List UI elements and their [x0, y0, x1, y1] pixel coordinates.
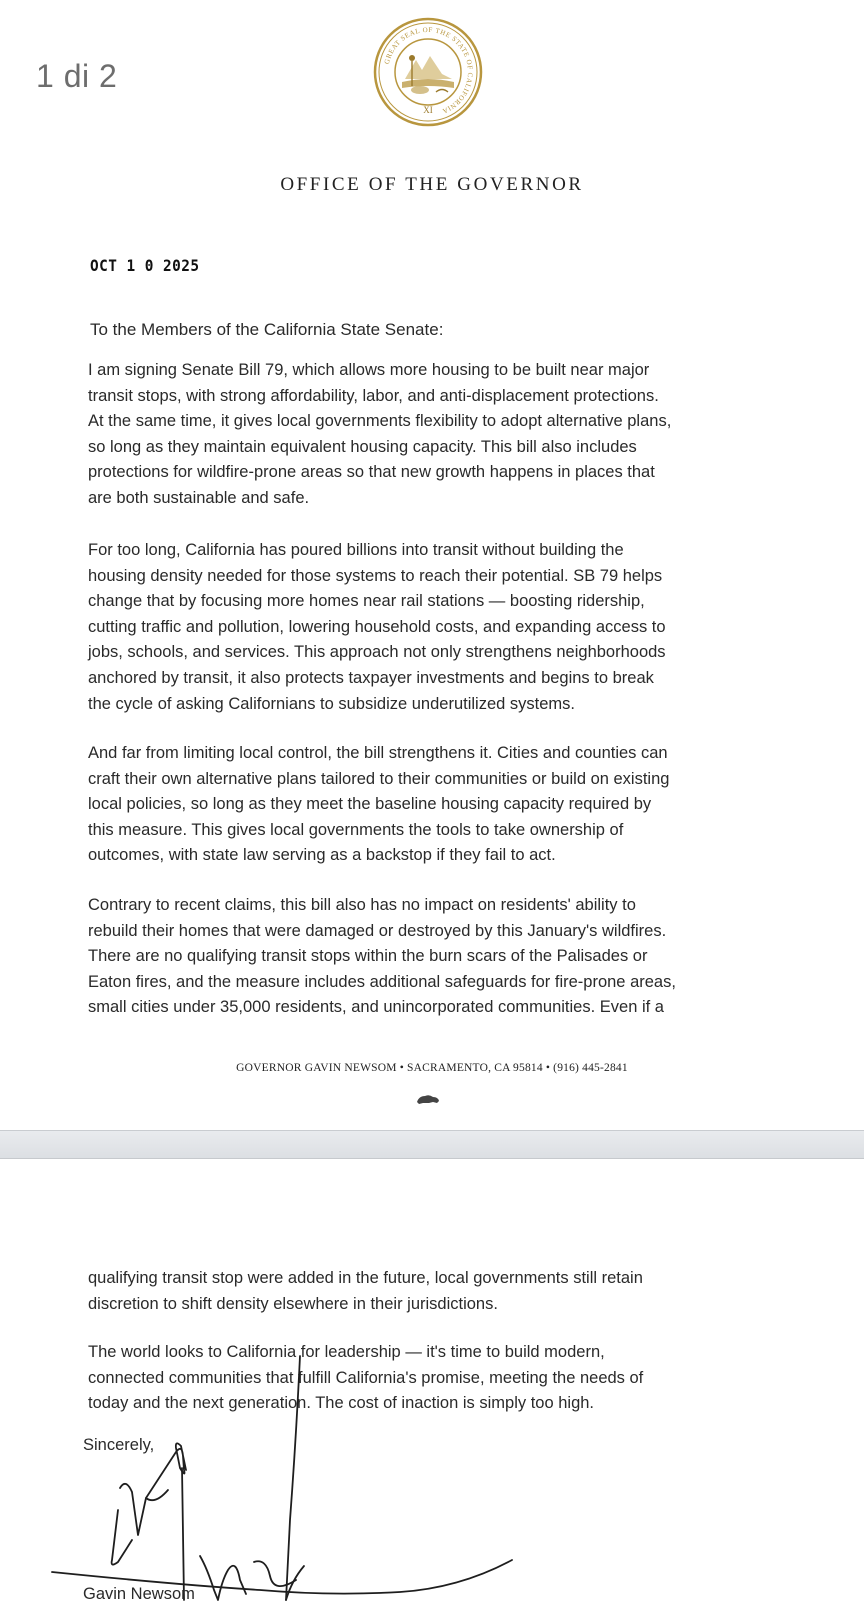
paragraph-line: And far from limiting local control, the bill strengthens it. Cities and counties can	[88, 744, 668, 762]
paragraph-line: are both sustainable and safe.	[88, 488, 310, 507]
paragraph-line: cutting traffic and pollution, lowering household costs, and expanding access to	[88, 617, 666, 636]
paragraph-line: transit stops, with strong affordability, labor, and anti-displacement protections.	[88, 386, 659, 405]
paragraph-line: jobs, schools, and services. This approach not only strengthens neighborhoods	[88, 643, 666, 662]
page-separator	[0, 1130, 864, 1159]
paragraph-line: local policies, so long as they meet the baseline housing capacity required by	[88, 795, 652, 814]
salutation: To the Members of the California State Senate:	[90, 320, 444, 339]
paragraph-line: craft their own alternative plans tailored to their communities or build on existing	[88, 769, 670, 788]
signer-name: Gavin Newsom	[83, 1585, 195, 1603]
paragraph-line: outcomes, with state law serving as a backstop if they fail to act.	[88, 846, 556, 865]
paragraph-line: protections for wildfire-prone areas so that new growth happens in places that	[88, 463, 655, 482]
paragraph-line: anchored by transit, it also protects taxpayer investments and begins to break	[88, 668, 654, 687]
closing: Sincerely,	[83, 1436, 155, 1454]
paragraph-line: Contrary to recent claims, this bill also has no impact on residents' ability to	[88, 896, 636, 914]
page-indicator: 1 di 2	[36, 58, 118, 94]
date-stamp: OCT 1 0 2025	[90, 256, 200, 275]
paragraph-line: connected communities that fulfill California's promise, meeting the needs of	[88, 1368, 644, 1387]
body-paragraph-3	[88, 741, 669, 869]
paragraph-line: change that by focusing more homes near rail stations — boosting ridership,	[88, 592, 645, 611]
office-title: OFFICE OF THE GOVERNOR	[280, 174, 584, 195]
paragraph-line: small cities under 35,000 residents, and unincorporated communities. Even if a	[88, 998, 664, 1017]
paragraph-line: rebuild their homes that were damaged or destroyed by this January's wildfires.	[88, 921, 667, 940]
bear-emblem-icon	[415, 1093, 441, 1105]
paragraph-line: Eaton fires, and the measure includes additional safeguards for fire-prone areas,	[88, 972, 676, 991]
paragraph-line: For too long, California has poured billions into transit without building the	[88, 541, 624, 559]
paragraph-line: There are no qualifying transit stops within the burn scars of the Palisades or	[88, 947, 648, 966]
paragraph-line: housing density needed for those systems to reach their potential. SB 79 helps	[88, 566, 663, 585]
body-paragraph-1	[88, 358, 671, 512]
page2-paragraph-2	[88, 1340, 643, 1417]
paragraph-line: discretion to shift density elsewhere in their jurisdictions.	[88, 1294, 498, 1313]
paragraph-line: today and the next generation. The cost of inaction is simply too high.	[88, 1394, 595, 1413]
body-paragraph-2	[88, 538, 666, 717]
paragraph-line: I am signing Senate Bill 79, which allows more housing to be built near major	[88, 361, 650, 379]
paragraph-line: qualifying transit stop were added in the future, local governments still retain	[88, 1269, 643, 1287]
seal-roman-numeral: XI	[423, 105, 433, 115]
letterhead-footer-address: GOVERNOR GAVIN NEWSOM • SACRAMENTO, CA 95814 • (916) 445-2841	[236, 1062, 628, 1074]
paragraph-line: The world looks to California for leadership — it's time to build modern,	[88, 1343, 605, 1361]
paragraph-line: the cycle of asking Californians to subsidize underutilized systems.	[88, 694, 575, 713]
paragraph-line: so long as they maintain equivalent housing capacity. This bill also includes	[88, 437, 637, 456]
state-seal-icon	[372, 16, 484, 128]
paragraph-line: this measure. This gives local governments the tools to take ownership of	[88, 820, 624, 839]
page2-paragraph-1	[88, 1266, 643, 1317]
paragraph-line: At the same time, it gives local governments flexibility to adopt alternative plans,	[88, 412, 672, 431]
seal-ring-text: GREAT SEAL OF THE STATE OF CALIFORNIA	[382, 25, 475, 116]
body-paragraph-4	[88, 893, 676, 1021]
